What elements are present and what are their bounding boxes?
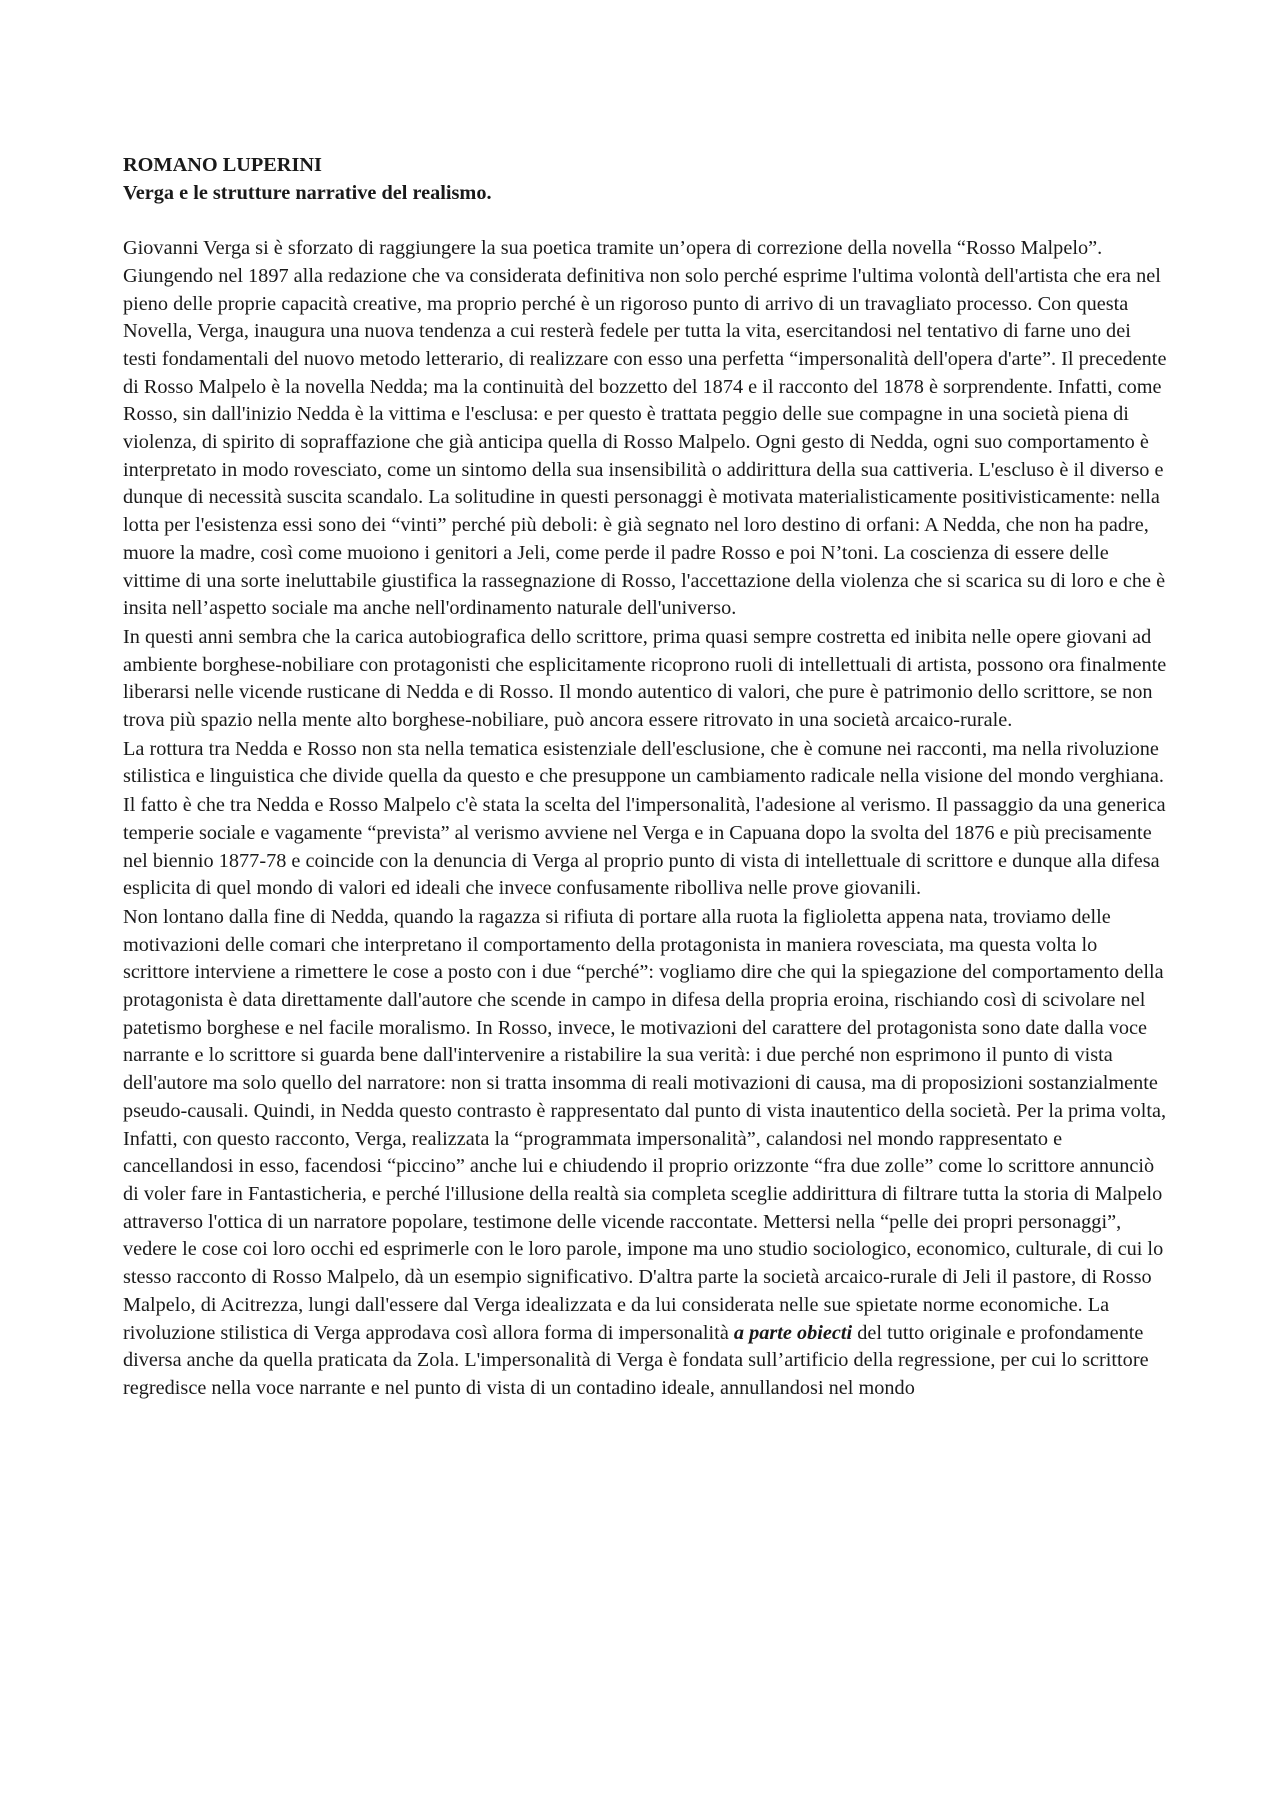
paragraph-text: Non lontano dalla fine di Nedda, quando la ragazza si rifiuta di portare alla ruota la figlioletta appena nata, troviamo delle motivazioni delle comari che interpretano il comportamento della protagonista in maniera rovesciata, ma questa volta lo scrittore interviene a rimettere le cose a posto con i due “perché”: vogliamo dire che qui la spiegazione del comportamento della protagonista è data direttamente dall'autore che scende in campo in difesa della propria eroina, rischiando così di scivolare nel patetismo borghese e nel facile moralismo. In Rosso, invece, le motivazioni del carattere del protagonista sono date dalla voce narrante e lo scrittore si guarda bene dall'intervenire a ristabilire la sua verità: i due perché non esprimono il punto di vista dell'autore ma solo quello del narratore: non si tratta insomma di reali motivazioni di causa, ma di proposizioni sostanzialmente pseudo-causali. Quindi, in Nedda questo contrasto è rappresentato dal punto di vista inautentico della società. Per la prima volta, Infatti, con questo racconto, Verga, realizzata la “programmata impersonalità”, calandosi nel mondo rappresentato e cancellandosi in esso, facendosi “piccino” anche lui e chiudendo il proprio orizzonte “fra due zolle” come lo scrittore annunciò di voler fare in Fantasticheria, e perché l'illusione della realtà sia completa sceglie addirittura di filtrare tutta la storia di Malpelo attraverso l'ottica di un narratore popolare, testimone delle vicende raccontate. Mettersi nella “pelle dei propri personaggi”, vedere le cose coi loro occhi ed esprimerle con le loro parole, impone ma uno studio sociologico, economico, culturale, di cui lo stesso racconto di Rosso Malpelo, dà un esempio significativo. D'altra parte la società arcaico-rurale di Jeli il pastore, di Rosso Malpelo, di Acitrezza, lungi dall'essere dal Verga idealizzata e da lui considerata nelle sue spietate norme economiche. La rivoluzione stilistica di Verga approdava così allora forma di impersonalità	[123, 905, 1167, 1344]
paragraph: In questi anni sembra che la carica autobiografica dello scrittore, prima quasi sempre costretta ed inibita nelle opere giovani ad ambiente borghese-nobiliare con protagonisti che esplicitamente ricoprono ruoli di intellettuali di artista, possono ora finalmente liberarsi nelle vicende rusticane di Nedda e di Rosso. Il mondo autentico di valori, che pure è patrimonio dello scrittore, se non trova più spazio nella mente alto borghese-nobiliare, può ancora essere ritrovato in una società arcaico-rurale.	[123, 625, 1167, 732]
author-name: ROMANO LUPERINI	[123, 154, 322, 176]
paragraph-text: del tutto originale e profondamente diversa anche da quella praticata da Zola. L'impersonalità di Verga è fondata sull’artificio della regressione, per cui lo scrittore regredisce nella voce narrante e nel punto di vista di un contadino ideale, annullandosi nel mondo	[123, 1321, 1149, 1399]
latin-emphasis: a parte obiecti	[733, 1321, 853, 1344]
paragraph-last	[123, 904, 1168, 1403]
document-body	[123, 152, 1168, 1403]
paragraph: Il fatto è che tra Nedda e Rosso Malpelo c'è stata la scelta del l'impersonalità, l'adesione al verismo. Il passaggio da una generica temperie sociale e vagamente “prevista” al verismo avviene nel Verga e in Capuana dopo la svolta del 1876 e più precisamente nel biennio 1877-78 e coincide con la denuncia di Verga al proprio punto di vista di intellettuale di scrittore e dunque alla difesa esplicita di quel mondo di valori ed ideali che invece confusamente ribolliva nelle prove giovanili.	[123, 794, 1166, 900]
paragraph: Giovanni Verga si è sforzato di raggiungere la sua poetica tramite un’opera di correzione della novella “Rosso Malpelo”. Giungendo nel 1897 alla redazione che va considerata definitiva non solo perché esprime l'ultima volontà dell'artista che era nel pieno delle proprie capacità creative, ma proprio perché è un rigoroso punto di arrivo di un travagliato processo. Con questa Novella, Verga, inaugura una nuova tendenza a cui resterà fedele per tutta la vita, esercitandosi nel tentativo di farne uno dei testi fondamentali del nuovo metodo letterario, di realizzare con esso una perfetta “impersonalità dell'opera d'arte”. Il precedente di Rosso Malpelo è la novella Nedda; ma la continuità del bozzetto del 1874 e il racconto del 1878 è sorprendente. Infatti, come Rosso, sin dall'inizio Nedda è la vittima e l'esclusa: e per questo è trattata peggio delle sue compagne in una società piena di violenza, di spirito di sopraffazione che già anticipa quella di Rosso Malpelo. Ogni gesto di Nedda, ogni suo comportamento è interpretato in modo rovesciato, come un sintomo della sua insensibilità o addirittura della sua cattiveria. L'escluso è il diverso e dunque di necessità suscita scandalo. La solitudine in questi personaggi è motivata materialisticamente positivisticamente: nella lotta per l'esistenza essi sono dei “vinti” perché più deboli: è già segnato nel loro destino di orfani: A Nedda, che non ha padre, muore la madre, così come muoiono i genitori a Jeli, come perde il padre Rosso e poi N’toni. La coscienza di essere delle vittime di una sorte ineluttabile giustifica la rassegnazione di Rosso, l'accettazione della violenza che si scarica su di loro e che è insita nell’aspetto sociale ma anche nell'ordinamento naturale dell'universo.	[123, 237, 1167, 620]
document-title: Verga e le strutture narrative del realismo.	[123, 181, 492, 204]
paragraph: La rottura tra Nedda e Rosso non sta nella tematica esistenziale dell'esclusione, che è comune nei racconti, ma nella rivoluzione stilistica e linguistica che divide quella da questo e che presuppone un cambiamento radicale nella visione del mondo verghiana.	[123, 737, 1164, 788]
